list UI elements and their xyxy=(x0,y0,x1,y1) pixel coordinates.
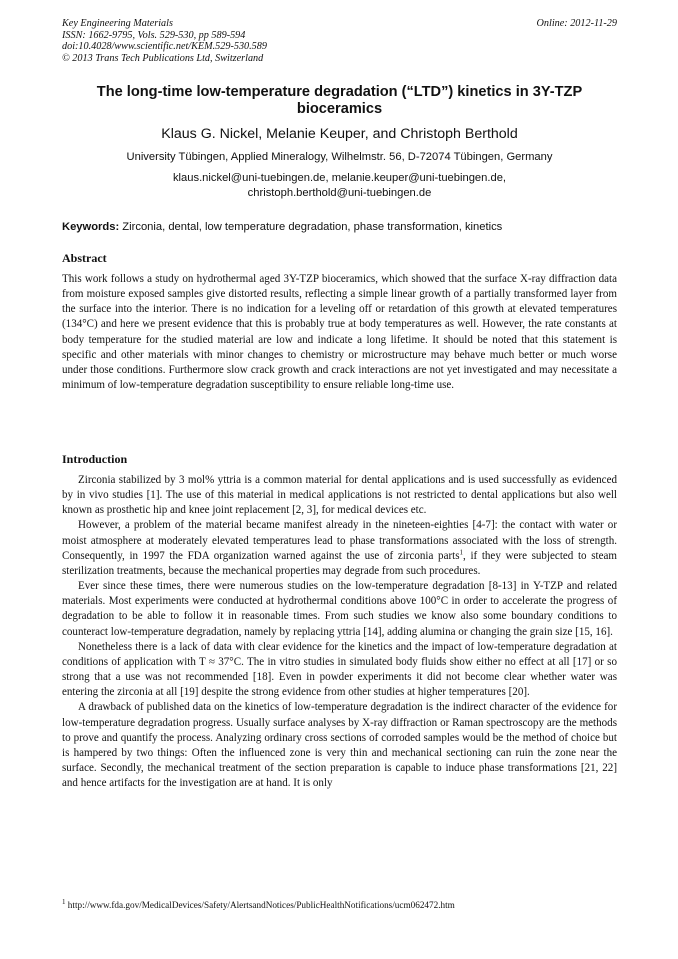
affiliation: University Tübingen, Applied Mineralogy, Wilhelmstr. 56, D-72074 Tübingen, Germany xyxy=(126,151,553,163)
email-line-2: christoph.berthold@uni-tuebingen.de xyxy=(247,187,432,199)
footnote-ref: 1 xyxy=(459,548,464,557)
keywords xyxy=(62,220,617,234)
footnote xyxy=(62,899,617,911)
journal-header xyxy=(62,18,617,64)
intro-paragraph-2-part-b: , if they were subjected to steam sterilization treatments, because the mechanical properties may degrade from such procedures. xyxy=(62,549,617,577)
introduction-body xyxy=(62,473,617,791)
introduction-heading: Introduction xyxy=(62,452,128,466)
footnote-divider xyxy=(62,893,222,894)
keywords-text: Zirconia, dental, low temperature degradation, phase transformation, kinetics xyxy=(119,221,503,233)
intro-paragraph-2-part-a: However, a problem of the material became manifest already in the nineteen-eighties [4-7]: the contact with water or moist atmosphere at moderately elevated temperatures lead to phase transformations associated with the loss of strength. Consequently, in 1997 the FDA organization warned against the use of zirconia parts xyxy=(62,519,617,562)
journal-name: Key Engineering Materials xyxy=(62,18,173,29)
paper-title: The long-time low-temperature degradation (“LTD”) kinetics in 3Y-TZP bioceramics xyxy=(96,84,583,117)
copyright-line: © 2013 Trans Tech Publications Ltd, Switzerland xyxy=(62,52,264,64)
abstract-body xyxy=(62,272,617,393)
issn-line: ISSN: 1662-9795, Vols. 529-530, pp 589-594 xyxy=(62,29,246,41)
footnote-url: http://www.fda.gov/MedicalDevices/Safety/AlertsandNotices/PublicHealthNotifications/ucm062472.htm xyxy=(65,900,455,910)
intro-paragraph-4: Nonetheless there is a lack of data with clear evidence for the kinetics and the impact of low-temperature degradation at conditions of application with T ≈ 37°C. The in vitro studies in simulated body fluids show either no effect at all [17] or so strong that a use was not recommended [18]. Even in powder experiments it did not become clear whether water was entering the zirconia at all [19] despite the strong evidence from other studies at higher temperatures [20]. xyxy=(62,640,617,699)
author-emails xyxy=(62,171,617,201)
email-line-1: klaus.nickel@uni-tuebingen.de, melanie.keuper@uni-tuebingen.de, xyxy=(172,172,507,184)
intro-paragraph-1: Zirconia stabilized by 3 mol% yttria is a common material for dental applications and is used successfully as evidenced by in vivo studies [1]. The use of this material in medical applications is not restricted to dental applications but also well known as prosthetic hip and knee joint replacement [2, 3], for medical devices etc. xyxy=(62,474,617,517)
intro-paragraph-5: A drawback of published data on the kinetics of low-temperature degradation is the indirect character of the evidence for low-temperature degradation progress. Usually surface analyses by X-ray diffraction or Raman spectroscopy are the methods to prove and quantify the process. Analyzing ordinary cross sections of corroded samples would be the method of choice but is hampered by two things: Often the influenced zone is very thin and mechanical sectioning can ruin the zone near the surface. Secondly, the mechanical treatment of the section preparation is capable to induce phase transformations [21, 22] and hence artifacts for the investigation are at hand. It is only xyxy=(62,701,617,790)
keywords-label: Keywords: xyxy=(62,221,120,233)
abstract-heading: Abstract xyxy=(62,251,107,265)
abstract-text: This work follows a study on hydrothermal aged 3Y-TZP bioceramics, which showed that the surface X-ray diffraction data from moisture exposed samples give distorted results, reflecting a simple linear growth of a partially transformed layer from the surface into the interior. There is no indication for a leveling off or retardation of this growth at elevated temperatures (134°C) and here we present evidence that this is probably true at body temperatures as well. However, the rate constants at body temperature for the studied material are low and indicate a long lifetime. It should be noted that this statement is specific and other materials with minor changes to chemistry or microstructure may behave much better or much worse under those conditions. Furthermore slow crack growth and crack interactions are not yet investigated and may necessitate a minimum of low-temperature degradation susceptibility to ensure reliable long-time use. xyxy=(62,273,617,392)
intro-paragraph-2 xyxy=(62,518,617,579)
author-list: Klaus G. Nickel, Melanie Keuper, and Christoph Berthold xyxy=(161,126,518,142)
online-date: Online: 2012-11-29 xyxy=(536,18,617,29)
doi-line: doi:10.4028/www.scientific.net/KEM.529-530.589 xyxy=(62,41,267,52)
intro-paragraph-3: Ever since these times, there were numerous studies on the low-temperature degradation [8-13] in Y-TZP and related materials. Most experiments were conducted at hydrothermal conditions above 100°C in order to accelerate the progress of degradation to be able to follow it in reasonable times. From such studies we know also some boundary conditions to counteract low-temperature degradation, namely by replacing yttria [14], adding alumina or changing the grain size [15, 16]. xyxy=(62,580,617,638)
footnote-marker: 1 xyxy=(62,897,66,906)
